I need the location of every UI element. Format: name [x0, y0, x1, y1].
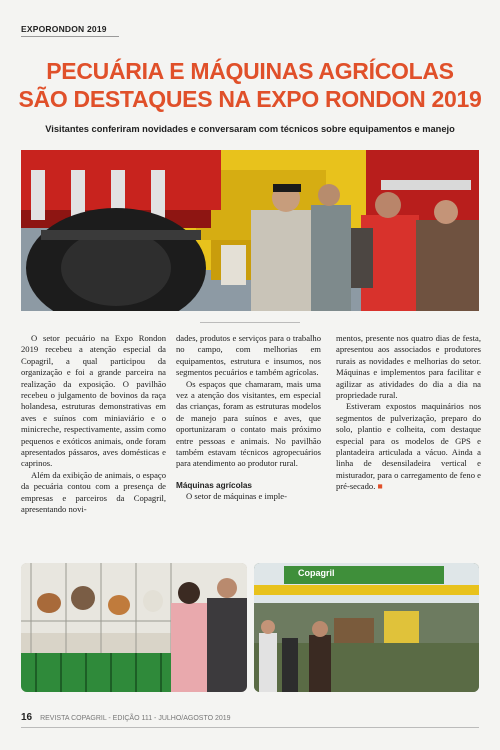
- body-paragraph: [336, 401, 481, 492]
- headline-line-1: PECUÁRIA E MÁQUINAS AGRÍCOLAS: [46, 58, 454, 84]
- body-paragraph: O setor pecuário na Expo Rondon 2019 recebeu a atenção especial da Copagril, a qual participou da organização e foi a grande parceira na realização da exposição. O pavilhão recebeu o julgamento de bovinos da raça holandesa, estruturas demonstrativas em aves e suínos com miniaviário e o minicreche, respectivamente, assim como pequenos e exóticos animais, onde foram apresentados pássaros, aves domésticas e caprinos.: [21, 333, 166, 469]
- body-paragraph: mentos, presente nos quatro dias de festa, apresentou aos associados e produtores rurais as novidades e melhorias do setor. Máquinas e implementos para facilitar e agilizar as atividades do dia a dia na propriedade rural.: [336, 333, 481, 401]
- body-text: Estiveram expostos maquinários nos segmentos de pulverização, preparo do solo, plantio e colheita, com destaque especial para os modelos de GPS e plantadeira articulada a vácuo. Ainda a linha de desensiladeira vertical e misturador, para o carregamento de feno e pré-secado.: [336, 401, 481, 492]
- poultry-illustration: [21, 563, 247, 692]
- body-paragraph: dades, produtos e serviços para o trabalho no campo, com melhorias em equipamentos, estrutura e insumos, nos segmentos pecuários e também agrícolas.: [176, 333, 321, 378]
- section-tag: EXPORONDON 2019: [21, 24, 107, 34]
- footer-rule: [21, 727, 479, 728]
- body-column-3: [336, 333, 481, 493]
- machinery-illustration: [21, 150, 479, 311]
- copagril-banner: Copagril: [298, 568, 335, 578]
- body-paragraph: Além da exibição de animais, o espaço da pecuária contou com a presença de empresas e parceiros da Copagril, apresentando novi-: [21, 469, 166, 515]
- body-column-1: [21, 333, 166, 516]
- section-tag-rule: [21, 36, 119, 37]
- end-mark-icon: ■: [377, 481, 383, 492]
- page-footer: [21, 712, 231, 723]
- photo-machinery-area: [254, 563, 479, 692]
- photo-poultry-pavilion: [21, 563, 247, 692]
- section-subtitle: Máquinas agrícolas: [176, 480, 252, 490]
- main-photo-machinery: [21, 150, 479, 311]
- body-paragraph: Os espaços que chamaram, mais uma vez a atenção dos visitantes, em especial das crianças, foram as estruturas modelos de manejo para suínos e aves, que oportunizaram o contato mais próximo entre pessoas e animais. No pavilhão também estavam técnicos agropecuários para atendimento ao produtor rural.: [176, 378, 321, 469]
- headline-line-2: SÃO DESTAQUES NA EXPO RONDON 2019: [18, 86, 482, 112]
- page-number: 16: [21, 712, 33, 723]
- machinery-area-illustration: [254, 563, 479, 692]
- body-column-2: [176, 333, 321, 503]
- body-paragraph: O setor de máquinas e imple-: [186, 491, 287, 502]
- publication-info: REVISTA COPAGRIL - EDIÇÃO 111 - JULHO/AGOSTO 2019: [40, 715, 231, 722]
- caption-divider: [200, 322, 300, 323]
- subheadline: Visitantes conferiram novidades e conversaram com técnicos sobre equipamentos e manejo: [45, 124, 455, 134]
